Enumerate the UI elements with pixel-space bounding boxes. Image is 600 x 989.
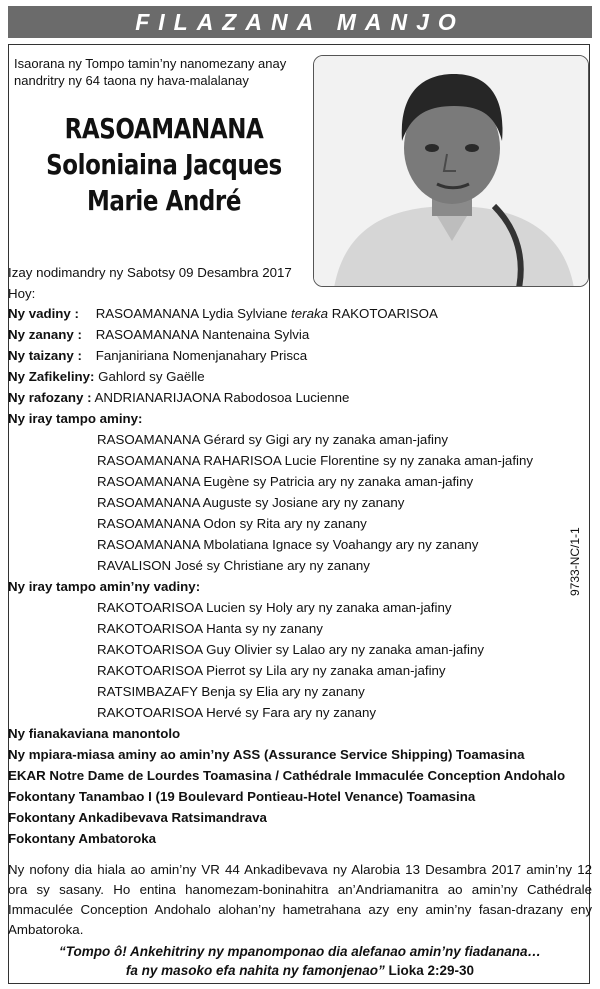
spouse-sibling-item: RAKOTOARISOA Hervé sy Fara ary ny zanany [97, 705, 377, 720]
quote-line-2 [8, 961, 592, 980]
taizany-value: Fanjaniriana Nomenjanahary Prisca [95, 348, 308, 363]
spouse-siblings-heading: Ny iray tampo amin’ny vadiny: [8, 579, 201, 594]
spouse-sibling-item: RAKOTOARISOA Pierrot sy Lila ary ny zanaka aman-jafiny [97, 663, 446, 678]
rafozany-row [8, 387, 349, 408]
others-item: Fokontany Tanambao I (19 Boulevard Pontieau-Hotel Venance) Toamasina [8, 789, 476, 804]
quote-line-1: “Tompo ô! Ankehitriny ny mpanomponao dia alefanao amin’ny fiadanana… [58, 944, 542, 959]
portrait-photo [313, 55, 589, 287]
zanany-value: RASOAMANANA Nantenaina Sylvia [95, 327, 310, 342]
sibling-item: RASOAMANANA Mbolatiana Ignace sy Voahangy ary ny zanany [97, 537, 479, 552]
spouse-sibling-item: RAKOTOARISOA Hanta sy ny zanany [97, 621, 323, 636]
hoy-label: Hoy: [8, 286, 36, 301]
taizany-label: Ny taizany : [8, 348, 82, 363]
sibling-item: RASOAMANANA Gérard sy Gigi ary ny zanaka aman-jafiny [97, 432, 449, 447]
zafikeliny-label: Ny Zafikeliny: [8, 369, 95, 384]
bible-quote [8, 942, 592, 980]
date-line: Izay nodimandry ny Sabotsy 09 Desambra 2017 [8, 265, 292, 280]
spouse-sibling-item: RATSIMBAZAFY Benja sy Elia ary ny zanany [97, 684, 365, 699]
vadiny-value-c: RAKOTOARISOA [328, 306, 438, 321]
zafikeliny-row [8, 366, 205, 387]
vadiny-label: Ny vadiny : [8, 306, 79, 321]
deceased-given-1: Soloniaina Jacques [46, 148, 282, 181]
others-item: Ny mpiara-miasa aminy ao amin’ny ASS (Assurance Service Shipping) Toamasina [8, 747, 525, 762]
funeral-details: Ny nofony dia hiala ao amin’ny VR 44 Ankadibevava ny Alarobia 13 Desambra 2017 amin’ny 12 ora sy sasany. Ho entina hanomezam-boninahitra an’Andriamanitra ao amin’ny Cathédrale Immaculée Conception Andohalo alohan’ny hametrahana azy eny amin’ny fasan-drazany eny Ambatoroka. [8, 862, 592, 937]
vadiny-value-b: teraka [291, 306, 329, 321]
vadiny-value-a: RASOAMANANA Lydia Sylviane [95, 306, 292, 321]
sibling-item: RASOAMANANA Eugène sy Patricia ary ny zanaka aman-jafiny [97, 474, 474, 489]
sibling-item: RAVALISON José sy Christiane ary ny zanany [97, 558, 370, 573]
spouse-sibling-item: RAKOTOARISOA Guy Olivier sy Lalao ary ny zanaka aman-jafiny [97, 642, 484, 657]
others-item: Fokontany Ankadibevava Ratsimandrava [8, 810, 267, 825]
notice-header [8, 6, 592, 38]
zanany-row [8, 324, 309, 345]
sibling-item: RASOAMANANA RAHARISOA Lucie Florentine sy ny zanaka aman-jafiny [97, 453, 534, 468]
portrait-photo-image [314, 56, 589, 287]
intro-line-1: Isaorana ny Tompo tamin’ny nanomezany anay [14, 56, 287, 71]
spouse-sibling-item: RAKOTOARISOA Lucien sy Holy ary ny zanaka aman-jafiny [97, 600, 452, 615]
others-item: EKAR Notre Dame de Lourdes Toamasina / Cathédrale Immaculée Conception Andohalo [8, 768, 566, 783]
vadiny-row [8, 303, 438, 324]
rafozany-value: ANDRIANARIJAONA Rabodosoa Lucienne [94, 390, 350, 405]
quote-reference: Lioka 2:29-30 [388, 963, 475, 978]
zafikeliny-value: Gahlord sy Gaëlle [98, 369, 205, 384]
intro-line-2: nandritry ny 64 taona ny hava-malalanay [14, 73, 249, 88]
others-item: Fokontany Ambatoroka [8, 831, 157, 846]
quote-line-2-text: fa ny masoko efa nahita ny famonjenao” [125, 963, 385, 978]
header-title: FILAZANA MANJO [135, 8, 465, 35]
deceased-given-2: Marie André [86, 184, 242, 217]
taizany-row [8, 345, 307, 366]
rafozany-label: Ny rafozany : [8, 390, 92, 405]
sibling-item: RASOAMANANA Auguste sy Josiane ary ny zanany [97, 495, 405, 510]
siblings-heading: Ny iray tampo aminy: [8, 411, 143, 426]
zanany-label: Ny zanany : [8, 327, 82, 342]
ad-reference: 9733-NC/1-1 [568, 527, 582, 596]
deceased-surname: RASOAMANANA [64, 112, 264, 145]
deceased-name [14, 112, 314, 218]
intro-text [14, 55, 314, 89]
others-item: Ny fianakaviana manontolo [8, 726, 181, 741]
sibling-item: RASOAMANANA Odon sy Rita ary ny zanany [97, 516, 367, 531]
